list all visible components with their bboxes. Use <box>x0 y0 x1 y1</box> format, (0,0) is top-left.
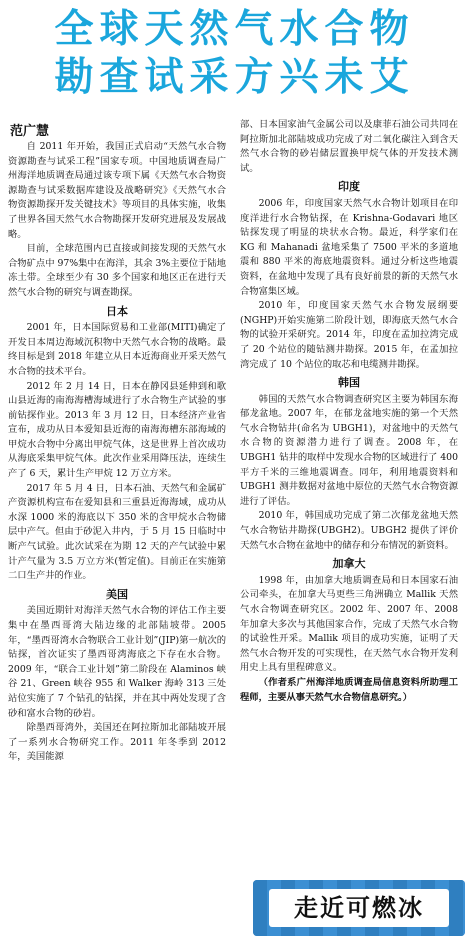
headline-banner <box>0 0 469 108</box>
author-note: （作者系广州海洋地质调查局信息资料所助理工程师，主要从事天然气水合物信息研究。） <box>240 676 458 703</box>
canada-paragraph-1: 1998 年，由加拿大地质调查局和日本国家石油公司牵头，在加拿大马更些三角洲确立 Mallik 天然气水合物调查研究区。2002 年、2007 年、2008 年加拿大多次与其他国家合作，完成了天然气水合物的试验性开采。Mallik 项目的成功实施，证明了天然气水合物开发的可实现性，在天然气水合物开发利用史上具有里程碑意义。 <box>240 574 458 674</box>
korea-paragraph-1: 韩国的天然气水合物调查研究区主要为韩国东海郁龙盆地。2007 年，在郁龙盆地实施的第一个天然气水合物钻井(命名为 UBGH1)，对盆地中的天然气水合物的资源潜力进行了调查。2008 年，在 UBGH1 钻井的取样中发现水合物的区域进行了 400 平方千米的三维地震调查。同年，利用地震资料和 UBGH1 测井数据对盆地中原位的天然气水合物资源进行了评估。 <box>240 393 458 507</box>
headline-line-2: 勘查试采方兴未艾 <box>54 55 415 100</box>
badge-label: 走近可燃冰 <box>269 889 449 927</box>
headline-line-1: 全球天然气水合物 <box>54 7 415 52</box>
article-column-left <box>8 140 226 765</box>
section-heading-canada: 加拿大 <box>332 557 366 571</box>
section-heading-japan: 日本 <box>106 304 128 318</box>
usa-paragraph-2: 除墨西哥湾外，美国还在阿拉斯加北部陆坡开展了一系列水合物研究工作。2011 年冬季到 2012 年，美国能源 <box>8 722 226 763</box>
india-paragraph-1: 2006 年，印度国家天然气水合物计划项目在印度洋进行水合物钻探，在 Krishna-Godavari 地区钻探发现了明显的块状水合物。最近，科学家们在 KG 和 Mahanadi 盆地采集了 7500 平米的多道地震和 880 平米的海底地震资料。通过分析这些地震资料，在盆地中发现了具有良好前景的新的天然气水合物富集区域。 <box>240 197 458 297</box>
article-column-right <box>240 118 458 705</box>
author-byline: 范广慧 <box>10 124 50 139</box>
usa-paragraph-continued: 部、日本国家油气金属公司以及康菲石油公司共同在阿拉斯加北部陆坡成功完成了对二氧化碳注入到含天然气水合物的砂岩储层置换甲烷气体的开发技术测试。 <box>240 119 458 174</box>
column-badge <box>253 880 465 936</box>
korea-paragraph-2: 2010 年，韩国成功完成了第二次郁龙盆地天然气水合物钻井勘探(UBGH2)。UBGH2 提供了评价天然气水合物在盆地中的储存和分布情况的新资料。 <box>240 510 458 551</box>
japan-paragraph-2: 2012 年 2 月 14 日，日本在静冈县延伸到和歌山县近海的南海海槽海域进行了水合物生产试验的事前钻探作业。2013 年 3 月 12 日，日本经济产业省宣布，成功从日本爱知县近海的南海海槽东部海域的甲烷水合物中分离出甲烷气体，这是世界上首次成功从海底采集甲烷气体。此次作业采用降压法，连续生产了 6 天，累计生产甲烷 12 万立方米。 <box>8 380 226 480</box>
intro-paragraph-1: 自 2011 年开始，我国正式启动“天然气水合物资源勘查与试采工程”国家专项。中国地质调查局广州海洋地质调查局通过该专项下属《天然气水合物资源勘查与试采数据库建设及战略研究》《天然气水合物资源勘探开发关键技术》等项目的具体实施，收集了世界各国天然气水合物勘探开发研究进展及发展战略。 <box>8 141 226 240</box>
usa-paragraph-1: 美国近期针对海洋天然气水合物的评估工作主要集中在墨西哥湾大陆边缘的北部陆坡带。2005 年，“墨西哥湾水合物联合工业计划”(JIP)第一航次的钻探，首次证实了墨西哥湾海底之下存在水合物。2009 年，“联合工业计划”第二阶段在 Alaminos 峡谷 21、Green 峡谷 955 和 Walker 海岭 313 三处站位实施了 7 个钻孔的钻探，并在其中两处发现了含砂和富水合物的砂岩。 <box>8 605 226 719</box>
section-heading-india: 印度 <box>338 180 360 194</box>
india-paragraph-2: 2010 年，印度国家天然气水合物发展纲要(NGHP)开始实施第二阶段计划，即海底天然气水合物的试验开采研究。2014 年，印度在孟加拉湾完成了 20 个站位的随钻测井勘探。2015 年，在孟加拉湾完成了 10 个站位的取芯和电缆测井勘探。 <box>240 300 458 370</box>
japan-paragraph-1: 2001 年，日本国际贸易和工业部(MITI)确定了开发日本周边海域沉积物中天然气水合物的战略。最终目标是到 2018 年建立从日本近海商业开采天然气水合物的技术平台。 <box>8 322 226 377</box>
intro-paragraph-2: 目前，全球范围内已直接或间接发现的天然气水合物矿点中 97%集中在海洋，其余 3%主要位于陆地冻土带。全球至少有 30 多个国家和地区正在进行天然气水合物的研究与调查勘探。 <box>8 243 226 298</box>
section-heading-usa: 美国 <box>106 587 128 601</box>
section-heading-korea: 韩国 <box>338 376 360 390</box>
japan-paragraph-3: 2017 年 5 月 4 日，日本石油、天然气和金属矿产资源机构宣布在爱知县和三重县近海海域，成功从水深 1000 米的海底以下 350 米的含甲烷水合物储层中产气。但由于砂泥入井内，于 5 月 15 日临时中断产气试验。此次试采在为期 12 天的产气试验中累计产气量为 3.5 万立方米(暂定值)。目前正在实施第二口生产井的作业。 <box>8 482 226 582</box>
